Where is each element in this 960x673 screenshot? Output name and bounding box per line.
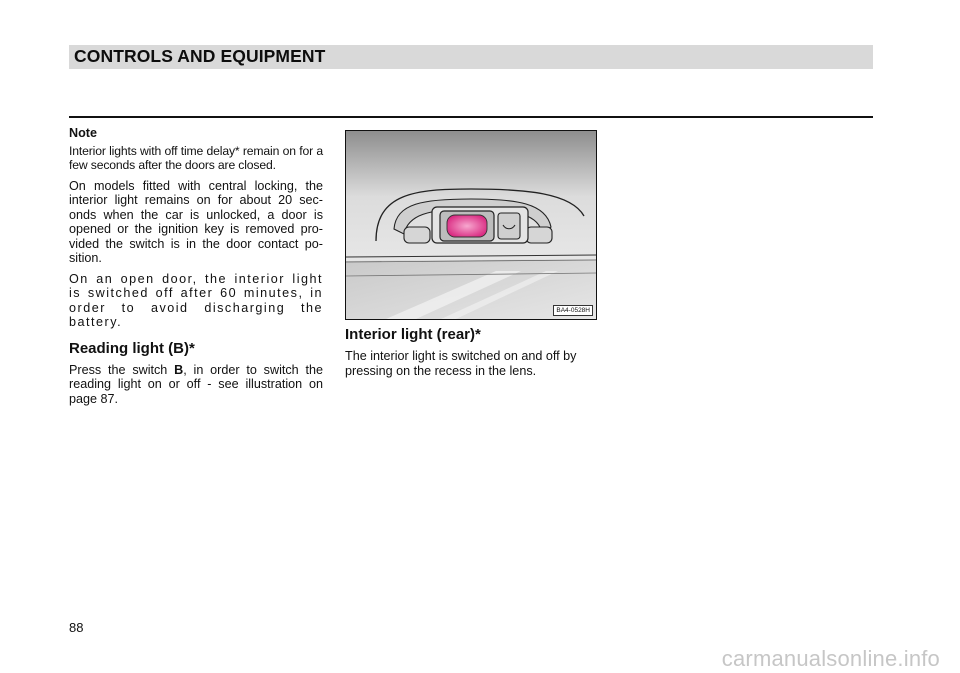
note-text: Interior lights with off time delay* remain on for a few seconds after the doors are closed.	[69, 143, 323, 172]
switch-b-label: B	[174, 362, 184, 377]
central-locking-paragraph: On models fitted with central locking, the interior light remains on for about 20 sec-onds when the car is unlocked, a door is opened or the ignition key is removed pro-vided the switch is in the door contact po-sition.	[69, 178, 323, 265]
interior-light-rear-text: The interior light is switched on and off by pressing on the recess in the lens.	[345, 349, 577, 378]
reading-light-text-end: , in order to switch the reading light on or off - see illustration on page 87.	[69, 362, 323, 406]
left-column	[69, 126, 323, 412]
header-rule	[69, 116, 873, 118]
reading-light-paragraph	[69, 363, 323, 407]
section-header-bar	[69, 45, 873, 69]
note-title: Note	[69, 126, 97, 140]
open-door-paragraph: On an open door, the interior light is switched off after 60 minutes, in order to avoid discharging the battery.	[69, 271, 323, 329]
interior-light-rear-heading: Interior light (rear)*	[345, 326, 481, 343]
section-title: CONTROLS AND EQUIPMENT	[74, 46, 326, 66]
watermark: carmanualsonline.info	[721, 646, 940, 671]
middle-column	[345, 326, 597, 384]
interior-light-illustration	[345, 130, 597, 320]
reading-light-text-start: Press the switch	[69, 362, 175, 377]
figure-code: BA4-0528H	[553, 305, 593, 316]
page-number: 88	[69, 620, 84, 635]
reading-light-heading: Reading light (B)*	[69, 339, 195, 357]
interior-light-drawing	[346, 131, 596, 319]
